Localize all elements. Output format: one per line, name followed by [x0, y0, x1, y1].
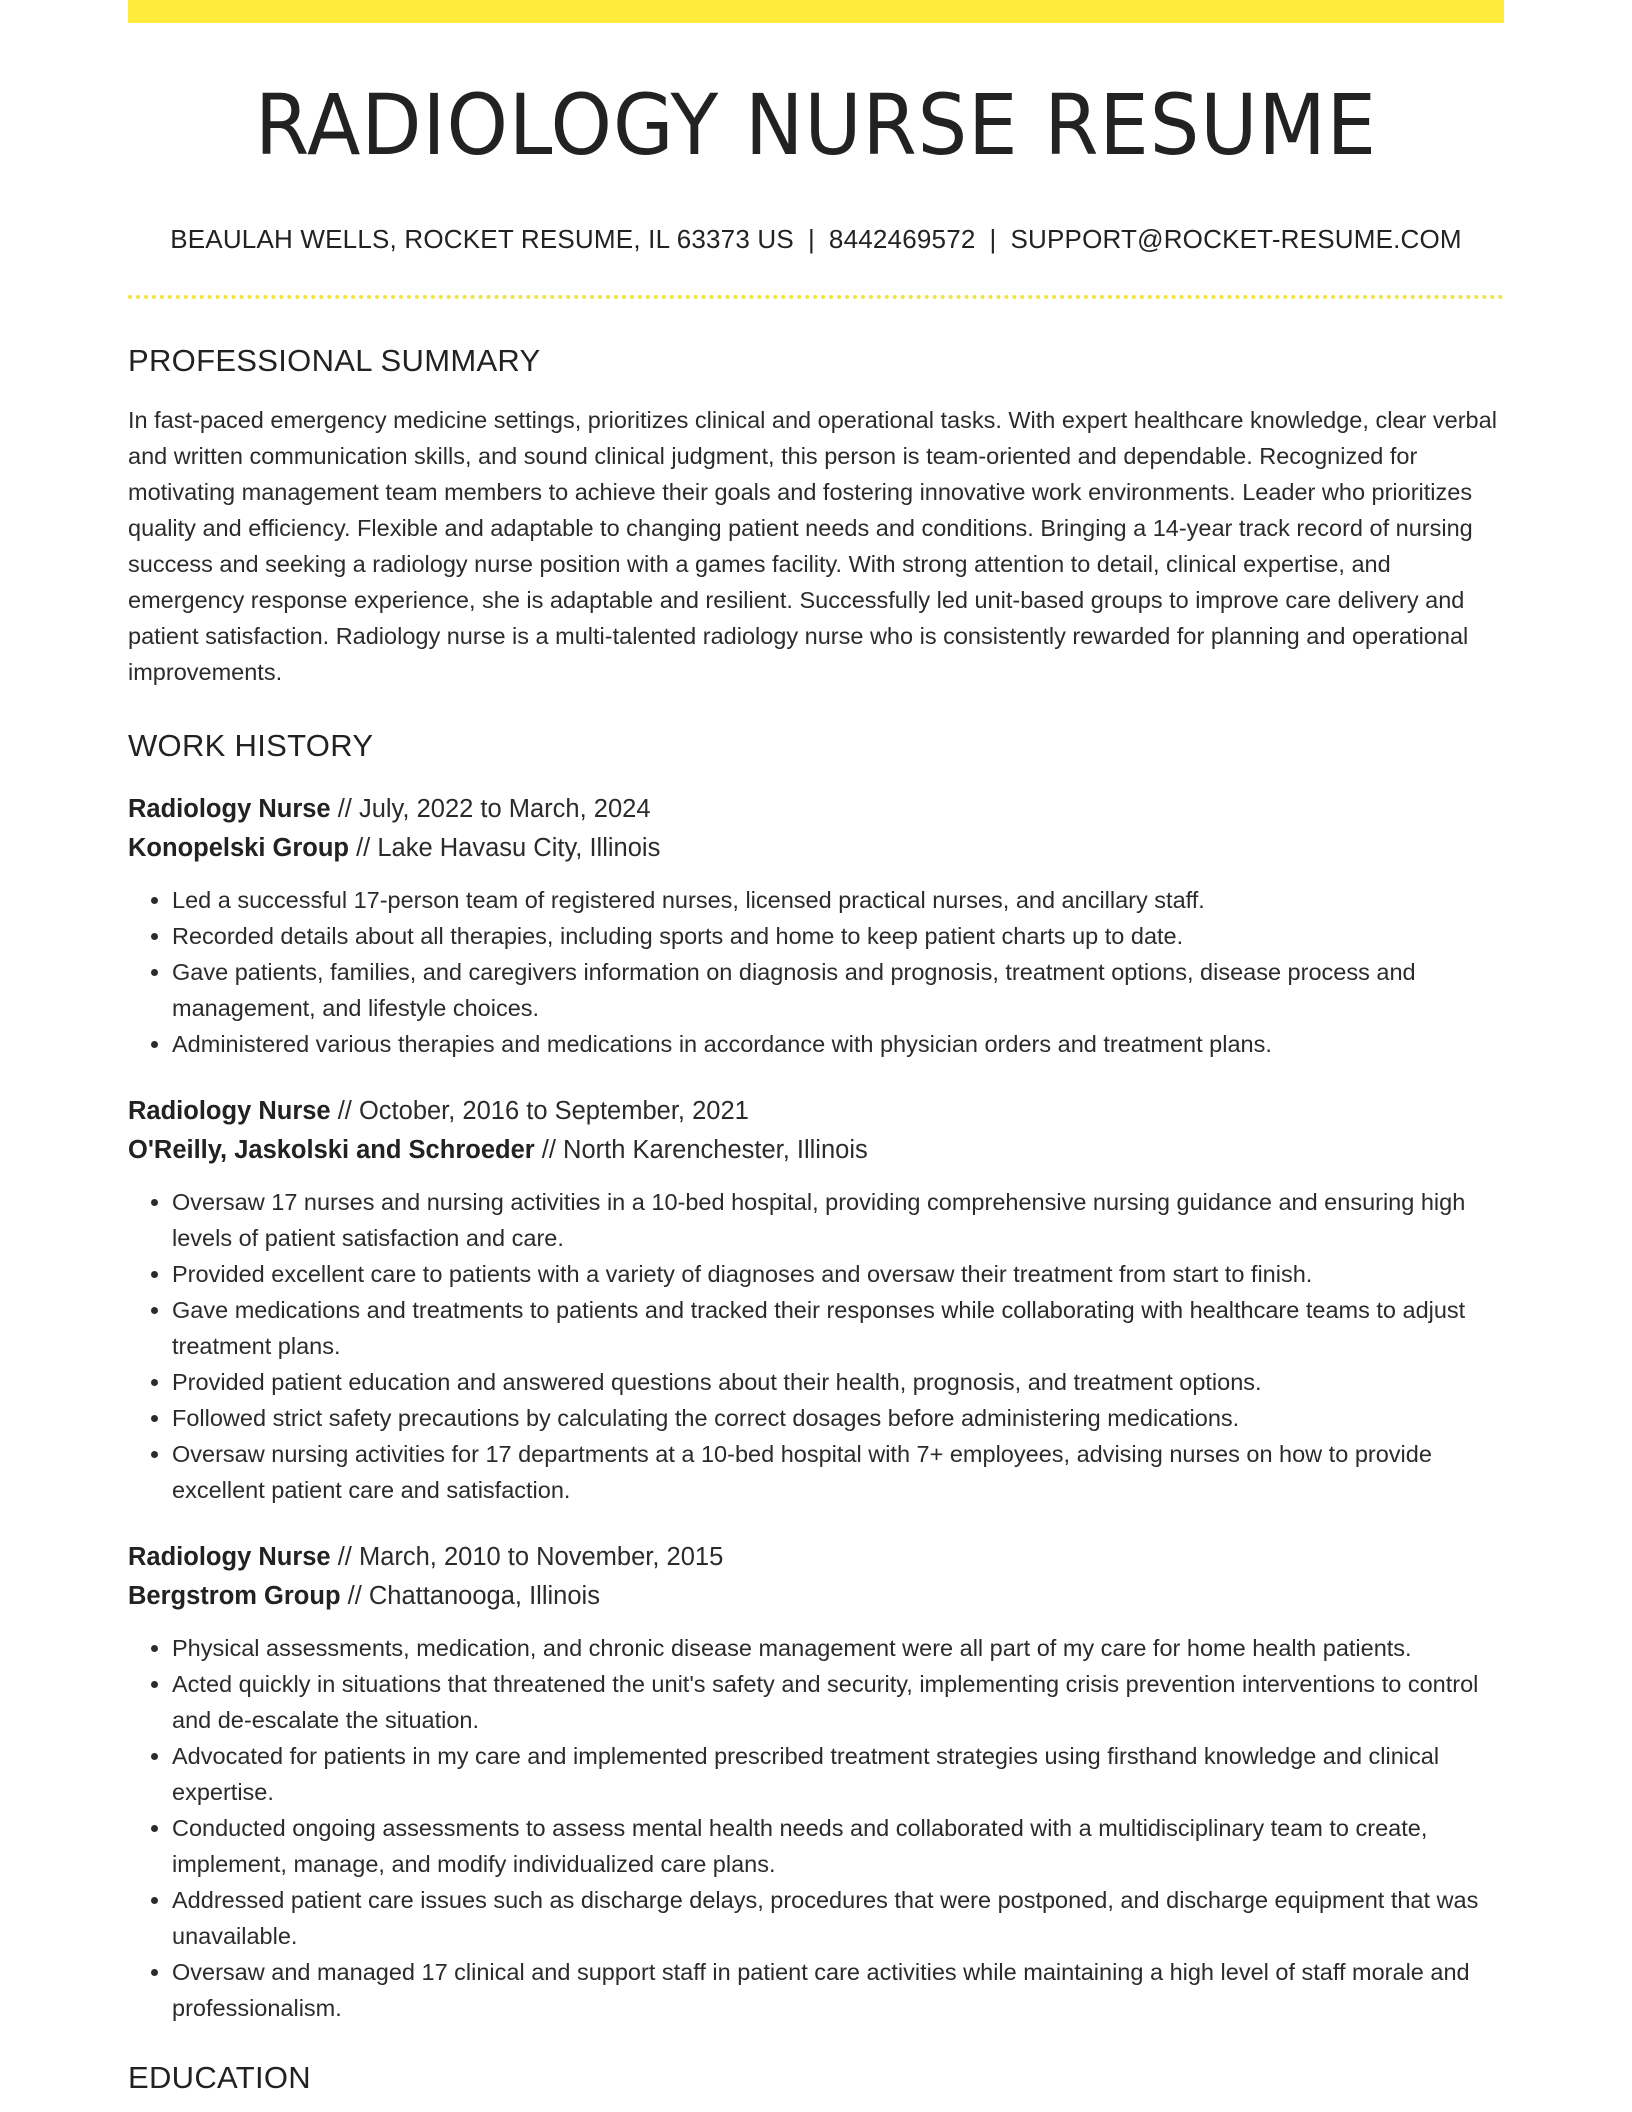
job-company-line	[128, 829, 1504, 868]
job-bullet: • Oversaw 17 nurses and nursing activities in a 10-bed hospital, providing comprehensive nursing guidance and ensuring high levels of patient satisfaction and care.	[172, 1184, 1504, 1256]
job-bullets	[128, 1630, 1504, 2026]
summary-paragraph: In fast-paced emergency medicine settings, prioritizes clinical and operational tasks. With expert healthcare knowledge, clear verbal and written communication skills, and sound clinical judgment, this person is team-oriented and dependable. Recognized for motivating management team members to achieve their goals and fostering innovative work environments. Leader who prioritizes quality and efficiency. Flexible and adaptable to changing patient needs and conditions. Bringing a 14-year track record of nursing success and seeking a radiology nurse position with a games facility. With strong attention to detail, clinical expertise, and emergency response experience, she is adaptable and resilient. Successfully led unit-based groups to improve care delivery and patient satisfaction. Radiology nurse is a multi-talented radiology nurse who is consistently rewarded for planning and operational improvements.	[128, 407, 1497, 686]
job-bullet: • Addressed patient care issues such as discharge delays, procedures that were postponed, and discharge equipment that was unavailable.	[172, 1882, 1504, 1954]
job-bullet: • Led a successful 17-person team of registered nurses, licensed practical nurses, and ancillary staff.	[172, 882, 1504, 918]
job-bullet: • Recorded details about all therapies, including sports and home to keep patient charts up to date.	[172, 918, 1504, 954]
job-entry	[128, 790, 1504, 1062]
job-bullet: • Provided excellent care to patients with a variety of diagnoses and oversaw their treatment from start to finish.	[172, 1256, 1504, 1292]
job-title: Radiology Nurse	[128, 1543, 331, 1572]
job-title: Radiology Nurse	[128, 795, 331, 824]
contact-separator: |	[989, 224, 997, 255]
job-title-line	[128, 1538, 1504, 1577]
contact-email: SUPPORT@ROCKET-RESUME.COM	[1010, 224, 1462, 255]
section-heading-work-history: WORK HISTORY	[128, 728, 374, 764]
job-dates: // October, 2016 to September, 2021	[330, 1097, 749, 1126]
job-company: Konopelski Group	[128, 834, 350, 863]
contact-separator: |	[807, 224, 815, 255]
section-heading-summary: PROFESSIONAL SUMMARY	[128, 343, 541, 379]
contact-address: BEAULAH WELLS, ROCKET RESUME, IL 63373 US	[170, 224, 794, 255]
contact-line	[128, 224, 1504, 255]
job-bullets	[128, 1184, 1504, 1508]
job-company-line	[128, 1131, 1504, 1170]
page-title: RADIOLOGY NURSE RESUME	[255, 76, 1377, 174]
job-bullet: • Administered various therapies and medications in accordance with physician orders and treatment plans.	[172, 1026, 1504, 1062]
job-title-line	[128, 790, 1504, 829]
job-title-line	[128, 1092, 1504, 1131]
job-entry	[128, 1092, 1504, 1508]
dotted-divider	[128, 295, 1504, 299]
contact-phone: 8442469572	[828, 224, 976, 255]
job-bullet: • Physical assessments, medication, and chronic disease management were all part of my care for home health patients.	[172, 1630, 1504, 1666]
job-bullet: • Gave patients, families, and caregivers information on diagnosis and prognosis, treatment options, disease process and management, and lifestyle choices.	[172, 954, 1504, 1026]
job-dates: // July, 2022 to March, 2024	[330, 795, 651, 824]
job-location: // Lake Havasu City, Illinois	[349, 834, 661, 863]
job-bullet: • Oversaw and managed 17 clinical and support staff in patient care activities while maintaining a high level of staff morale and professionalism.	[172, 1954, 1504, 2026]
job-company-line	[128, 1577, 1504, 1616]
section-heading-education: EDUCATION	[128, 2060, 311, 2096]
job-bullet: • Oversaw nursing activities for 17 departments at a 10-bed hospital with 7+ employees, advising nurses on how to provide excellent patient care and satisfaction.	[172, 1436, 1504, 1508]
job-title: Radiology Nurse	[128, 1097, 331, 1126]
job-bullets	[128, 882, 1504, 1062]
job-bullet: • Acted quickly in situations that threatened the unit's safety and security, implementing crisis prevention interventions to control and de-escalate the situation.	[172, 1666, 1504, 1738]
job-bullet: • Gave medications and treatments to patients and tracked their responses while collaborating with healthcare teams to adjust treatment plans.	[172, 1292, 1504, 1364]
job-company: Bergstrom Group	[128, 1582, 341, 1611]
job-dates: // March, 2010 to November, 2015	[330, 1543, 724, 1572]
job-bullet: • Provided patient education and answered questions about their health, prognosis, and treatment options.	[172, 1364, 1504, 1400]
resume-page	[128, 0, 1504, 2096]
job-location: // North Karenchester, Illinois	[534, 1136, 868, 1165]
work-history-list	[128, 790, 1504, 2026]
job-location: // Chattanooga, Illinois	[340, 1582, 600, 1611]
job-bullet: • Conducted ongoing assessments to assess mental health needs and collaborated with a multidisciplinary team to create, implement, manage, and modify individualized care plans.	[172, 1810, 1504, 1882]
job-company: O'Reilly, Jaskolski and Schroeder	[128, 1136, 535, 1165]
job-bullet: • Followed strict safety precautions by calculating the correct dosages before administering medications.	[172, 1400, 1504, 1436]
job-entry	[128, 1538, 1504, 2026]
top-accent-bar	[128, 0, 1504, 23]
job-bullet: • Advocated for patients in my care and implemented prescribed treatment strategies using firsthand knowledge and clinical expertise.	[172, 1738, 1504, 1810]
